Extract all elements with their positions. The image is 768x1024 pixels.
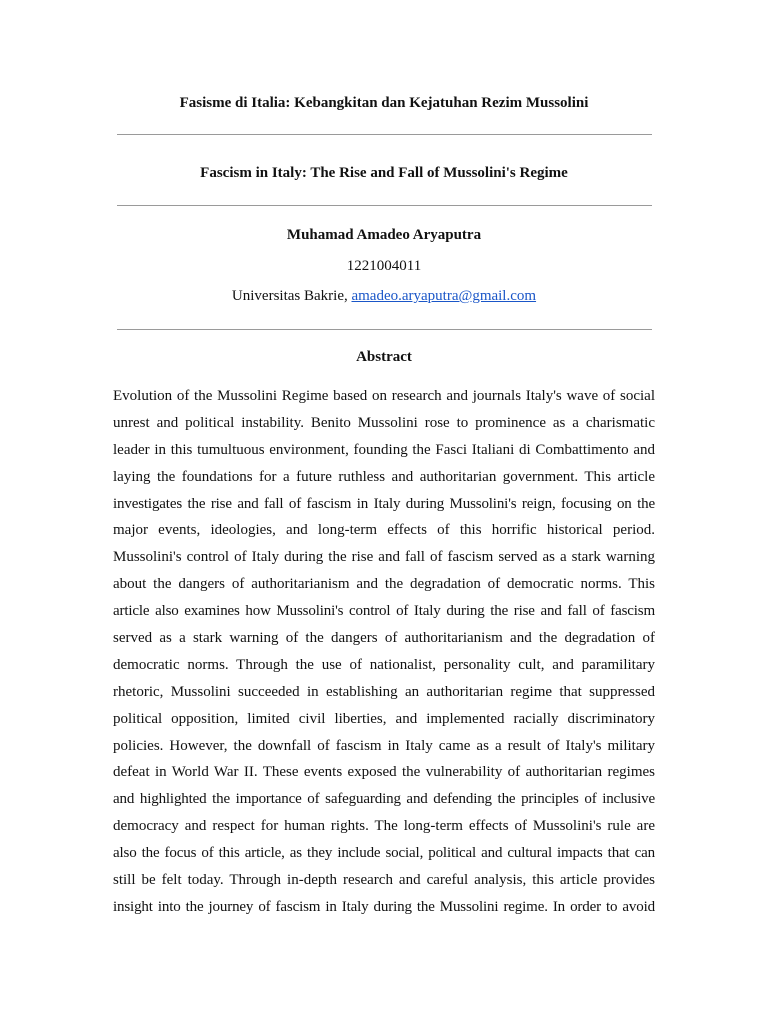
abstract-line: unrest and political instability. Benito Mussolini rose to prominence as a charismatic [113, 414, 655, 431]
abstract-line: still be felt today. Through in-depth research and careful analysis, this article provides [113, 872, 655, 889]
abstract-line: rhetoric, Mussolini succeeded in establishing an authoritarian regime that suppressed [113, 683, 655, 700]
abstract-line: about the dangers of authoritarianism and the degradation of democratic norms. This [113, 576, 655, 593]
divider-rule [117, 205, 652, 206]
abstract-line: defeat in World War II. These events exposed the vulnerability of authoritarian regimes [113, 764, 655, 781]
abstract-line: insight into the journey of fascism in Italy during the Mussolini regime. In order to avoid [113, 898, 655, 915]
abstract-line: and highlighted the importance of safeguarding and defending the principles of inclusive [113, 791, 655, 808]
title-english: Fascism in Italy: The Rise and Fall of Mussolini's Regime [200, 165, 568, 181]
abstract-line: leader in this tumultuous environment, founding the Fasci Italiani di Combattimento and [113, 441, 655, 458]
title-indonesian: Fasisme di Italia: Kebangkitan dan Kejatuhan Rezim Mussolini [179, 95, 589, 111]
student-id: 1221004011 [346, 258, 422, 274]
divider-rule [117, 329, 652, 330]
abstract-line: served as a stark warning of the dangers of authoritarianism and the degradation of [113, 630, 655, 647]
author-name: Muhamad Amadeo Aryaputra [286, 227, 482, 243]
abstract-line: article also examines how Mussolini's control of Italy during the rise and fall of fascism [113, 603, 655, 620]
affiliation-text: Universitas Bakrie, [231, 288, 352, 304]
abstract-line: policies. However, the downfall of fascism in Italy came as a result of Italy's military [113, 737, 655, 754]
abstract-heading: Abstract [356, 349, 412, 365]
abstract-line: Mussolini's control of Italy during the rise and fall of fascism served as a stark warning [113, 549, 655, 566]
affiliation-line [0, 287, 768, 305]
abstract-line: also the focus of this article, as they include social, political and cultural impacts that can [113, 845, 655, 862]
abstract-line: political opposition, limited civil liberties, and implemented racially discriminatory [113, 710, 655, 727]
abstract-line: investigates the rise and fall of fascism in Italy during Mussolini's reign, focusing on the [113, 495, 655, 512]
abstract-line: democratic norms. Through the use of nationalist, personality cult, and paramilitary [113, 656, 655, 673]
abstract-line: major events, ideologies, and long-term effects of this horrific historical period. [113, 522, 655, 539]
abstract-line: Evolution of the Mussolini Regime based on research and journals Italy's wave of social [113, 388, 655, 404]
abstract-body [113, 383, 655, 921]
abstract-line: laying the foundations for a future ruthless and authoritarian government. This article [113, 468, 655, 485]
email-link[interactable]: amadeo.aryaputra@gmail.com [351, 288, 537, 304]
divider-rule [117, 134, 652, 135]
abstract-line: democracy and respect for human rights. The long-term effects of Mussolini's rule are [113, 818, 655, 835]
